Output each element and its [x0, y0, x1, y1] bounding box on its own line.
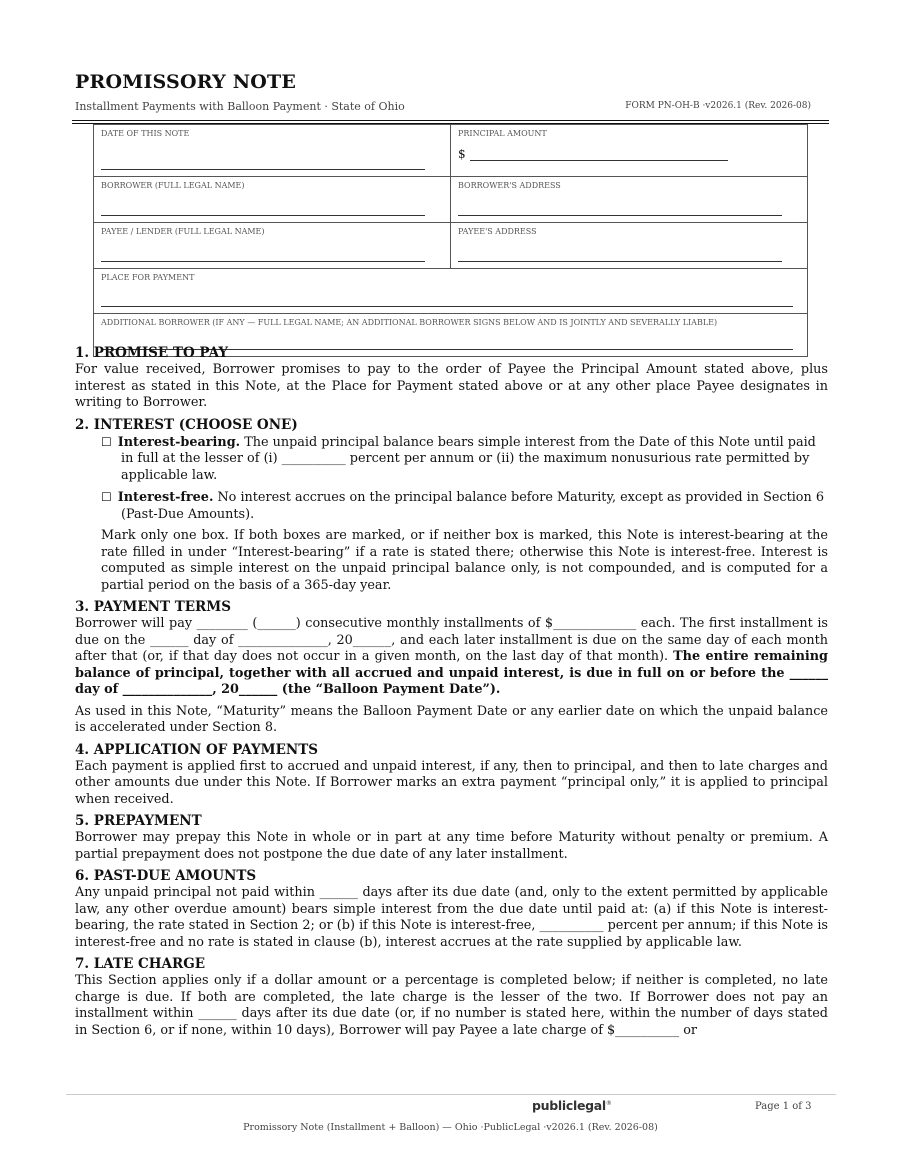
section-5-text: Borrower may prepay this Note in whole or in part at any time before Maturity without penalty or premium. A partial prepayment does not postpone the due date of any later installment. [75, 830, 828, 862]
interest-bearing-lead: Interest-bearing. [117, 434, 241, 450]
interest-free-option [101, 489, 828, 523]
section-2 [75, 417, 828, 595]
footer-line: Promissory Note (Installment + Balloon) — Ohio ·PublicLegal ·v2026.1 (Rev. 2026-08) [243, 1122, 658, 1133]
interest-free-checkbox[interactable]: ☐ [101, 490, 112, 504]
currency-symbol: $ [458, 147, 466, 161]
section-6-text: Any unpaid principal not paid within ______ days after its due date (and, only to the extent permitted by applicable law, any other overdue amount) bears simple interest from the due date until paid at: (a) if this Note is interest-bearing, the rate stated in Section 2; or (b) if this Note is interest-free, __________ percent per annum; if this Note is interest-free and no rate is stated in clause (b), interest accrues at the rate supplied by applicable law. [75, 885, 828, 950]
logo-text: publiclegal [532, 1098, 606, 1113]
interest-bearing-text: The unpaid principal balance bears simple interest from the Date of this Note until paid in full at the lesser of (i) __________ percent per annum or (ii) the maximum nonusurious rate permitted by applicable law. [121, 434, 816, 483]
place-cell [94, 269, 807, 313]
interest-free-lead: Interest-free. [117, 490, 214, 505]
section-3-terms: Borrower will pay ________ (______) consecutive monthly installments of $_____________ each. The first installment is due on the ______ day of ______________, 20______, and each later installment is due on the same day of each month after that (or, if that day does not occur in a given month, on the last day of that month). [75, 616, 828, 664]
payee-label: PAYEE / LENDER (FULL LEGAL NAME) [101, 227, 265, 236]
section-3 [75, 599, 828, 737]
section-4-text: Each payment is applied first to accrued and unpaid interest, if any, then to principal, and then to late charges and other amounts due under this Note. If Borrower marks an extra payment “principal only,” it is applied to principal when received. [75, 758, 828, 807]
section-3-text [75, 616, 828, 699]
borrower-label: BORROWER (FULL LEGAL NAME) [101, 181, 245, 190]
fields-row-borrower [94, 176, 807, 222]
borrower-cell [94, 177, 450, 222]
payee-name-field[interactable] [101, 248, 425, 262]
page-number: Page 1 of 3 [755, 1101, 812, 1112]
note-body [75, 345, 828, 1044]
logo-registered-mark: ® [605, 1099, 612, 1107]
principal-field[interactable] [470, 149, 728, 161]
principal-label: PRINCIPAL AMOUNT [458, 129, 547, 138]
section-6-heading: 6. PAST-DUE AMOUNTS [75, 868, 257, 884]
date-label: DATE OF THIS NOTE [101, 129, 190, 138]
principal-row [458, 141, 799, 161]
date-field[interactable] [101, 156, 425, 170]
footer-rule [66, 1094, 836, 1095]
section-2-note: Mark only one box. If both boxes are marked, or if neither box is marked, this Note is interest-bearing at the rate filled in under “Interest-bearing” if a rate is stated there; otherwise this Note is interest-free. Interest is computed as simple interest on the unpaid principal balance only, is not compounded, and is computed for a partial period on the basis of a 365-day year. [101, 528, 828, 593]
interest-bearing-option [101, 434, 828, 485]
section-1 [75, 345, 828, 412]
date-cell [94, 125, 450, 176]
section-4-heading: 4. APPLICATION OF PAYMENTS [75, 741, 319, 758]
interest-free-text: No interest accrues on the principal balance before Maturity, except as provided in Section 6 (Past-Due Amounts). [121, 490, 824, 522]
section-5 [75, 813, 828, 863]
publiclegal-logo [532, 1098, 612, 1113]
place-label: PLACE FOR PAYMENT [101, 273, 195, 282]
place-field[interactable] [101, 293, 793, 307]
section-7-heading: 7. LATE CHARGE [75, 956, 206, 972]
borrower-address-cell [450, 177, 807, 222]
payee-address-label: PAYEE'S ADDRESS [458, 227, 537, 236]
header-rule-top [72, 120, 829, 121]
balloon-payment-clause: The entire remaining balance of principal, together with all accrued and unpaid interest, is due in full on or before the ______ day of ______________, 20______ (the “Balloon Payment Date”). [75, 649, 829, 697]
section-7-text: This Section applies only if a dollar amount or a percentage is completed below; if neither is completed, no late charge is due. If both are completed, the late charge is the lesser of the two. If Borrower does not pay an installment within ______ days after its due date (or, if no number is stated here, within the number of days stated in Section 6, or if none, within 10 days), Borrower will pay Payee a late charge of $__________ or [75, 973, 828, 1038]
section-6 [75, 868, 828, 951]
fields-row-date-principal [94, 124, 807, 176]
borrower-address-label: BORROWER'S ADDRESS [458, 181, 561, 190]
section-1-text: For value received, Borrower promises to pay to the order of Payee the Principal Amount stated above, plus interest as stated in this Note, at the Place for Payment stated above or at any other place Payee designates in writing to Borrower. [75, 362, 828, 410]
borrower-address-field[interactable] [458, 202, 782, 216]
form-id: FORM PN-OH-B ·v2026.1 (Rev. 2026-08) [625, 101, 811, 111]
principal-cell [450, 125, 807, 176]
section-2-heading: 2. INTEREST (CHOOSE ONE) [75, 416, 298, 433]
fields-row-payee [94, 222, 807, 268]
additional-label: ADDITIONAL BORROWER (IF ANY — FULL LEGAL NAME; AN ADDITIONAL BORROWER SIGNS BELOW AND IS JOINTLY AND SEVERALLY LIABLE) [101, 318, 718, 327]
maturity-definition: As used in this Note, “Maturity” means the Balloon Payment Date or any earlier date on which the unpaid balance is accelerated under Section 8. [75, 703, 828, 735]
section-5-heading: 5. PREPAYMENT [75, 813, 202, 829]
fields-row-place [94, 268, 807, 313]
interest-bearing-checkbox[interactable]: ☐ [101, 434, 112, 449]
document-subtitle: Installment Payments with Balloon Payment · State of Ohio [75, 100, 405, 113]
section-3-heading: 3. PAYMENT TERMS [75, 599, 231, 615]
borrower-name-field[interactable] [101, 202, 425, 216]
payee-address-field[interactable] [458, 248, 782, 262]
section-1-heading: 1. PROMISE TO PAY [75, 345, 229, 361]
document-title: PROMISSORY NOTE [75, 71, 297, 93]
party-fields-table [93, 124, 808, 357]
payee-address-cell [450, 223, 807, 268]
section-7 [75, 956, 828, 1039]
payee-cell [94, 223, 450, 268]
section-4 [75, 742, 828, 809]
